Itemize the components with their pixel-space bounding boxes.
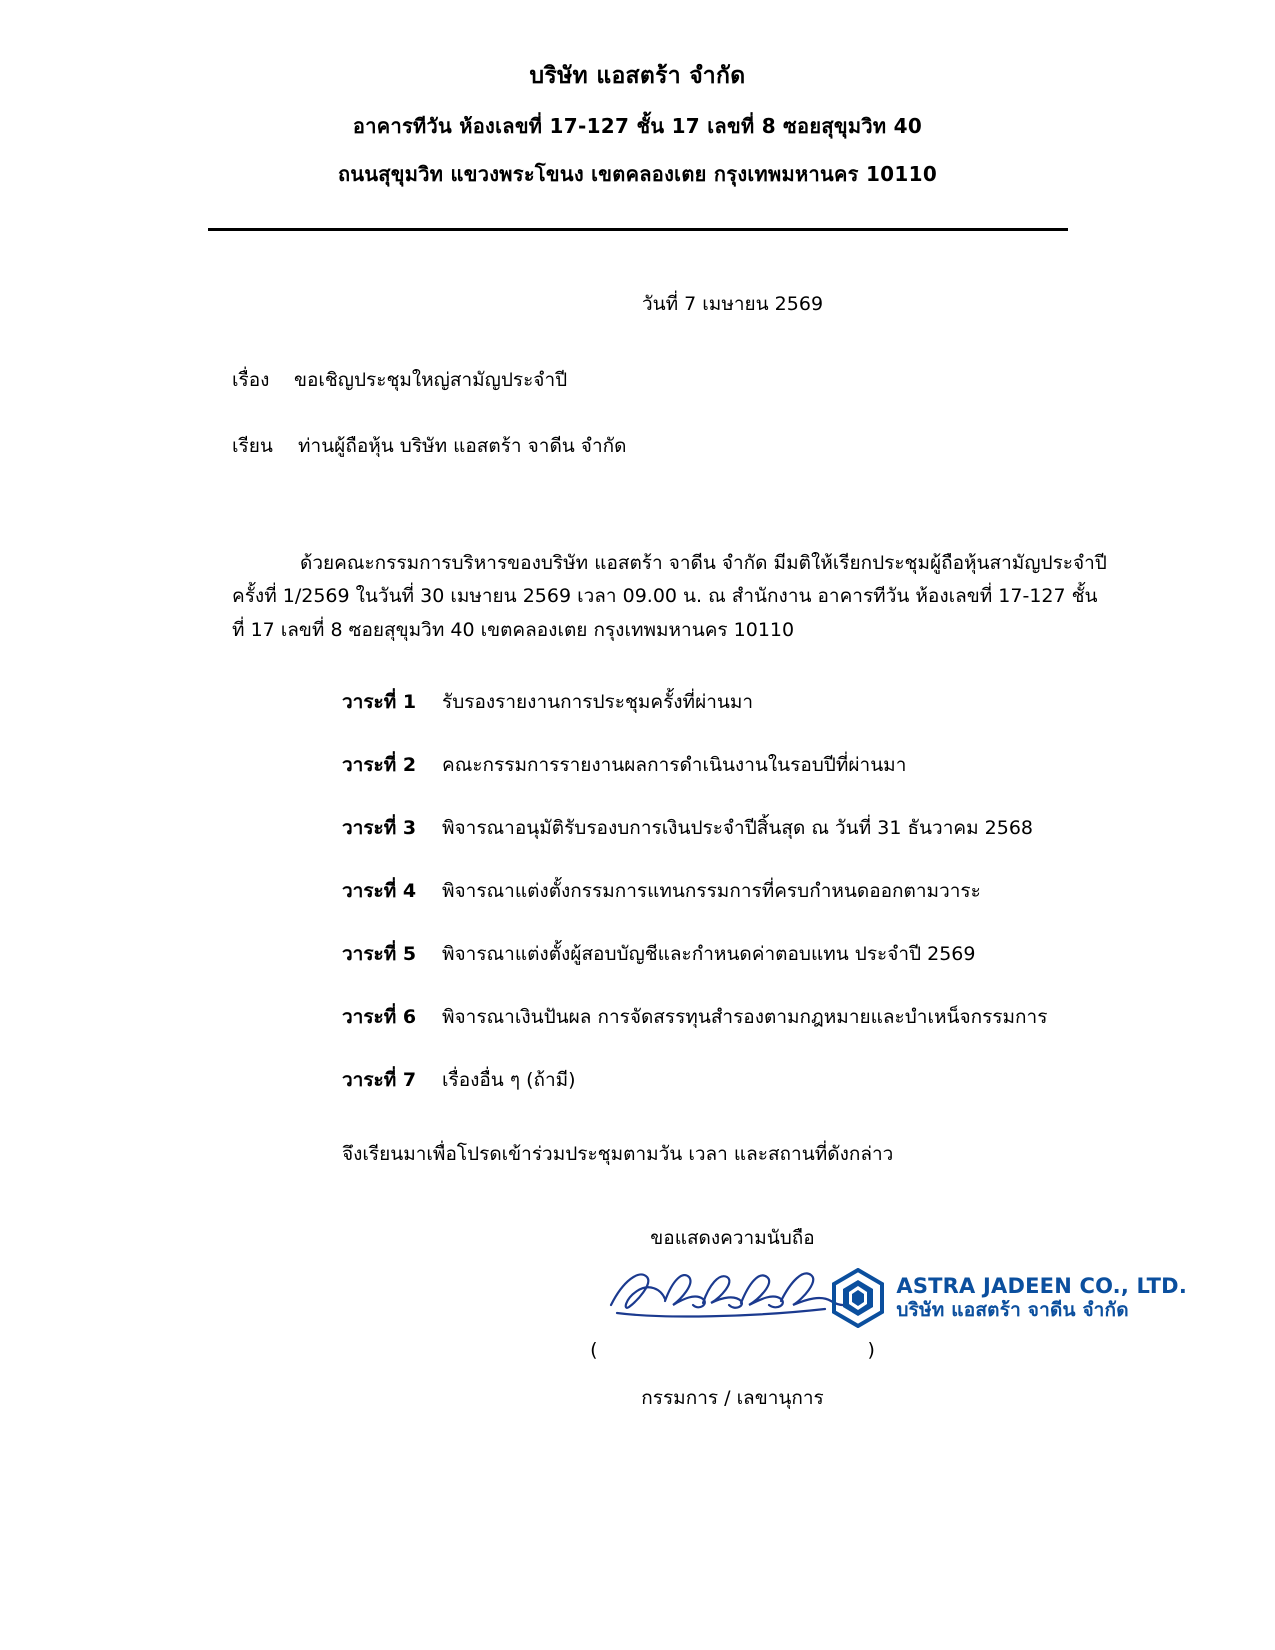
signature-icon [603,1259,863,1329]
signature-name-line [190,1339,1275,1361]
astra-jadeen-logo-icon [830,1268,886,1328]
attention-value: ท่านผู้ถือหุ้น บริษัท แอสตร้า จาดีน จำกัด [298,435,627,457]
intro-paragraph: ด้วยคณะกรรมการบริหารของบริษัท แอสตร้า จาดีน จำกัด มีมติให้เรียกประชุมผู้ถือหุ้นสามัญประจำปี ครั้งที่ 1/2569 ในวันที่ 30 เมษายน 2569 เวลา 09.00 น. ณ สำนักงาน อาคารทีวัน ห้องเลขที่ 17-127 ชั้นที่ 17 เลขที่ 8 ซอยสุขุมวิท 40 เขตคลองเตย กรุงเทพมหานคร 10110 [232,552,1107,641]
agenda-list [232,687,1115,1095]
closing-sentence: จึงเรียนมาเพื่อโปรดเข้าร่วมประชุมตามวัน เวลา และสถานที่ดังกล่าว [342,1142,894,1165]
agenda-number: วาระที่ 1 [342,690,417,713]
list-item [342,813,1115,843]
list-item [342,1065,1115,1095]
subject-row [232,365,1115,395]
agenda-text: พิจารณาเงินปันผล การจัดสรรทุนสำรองตามกฎหมายและบำเหน็จกรรมการ [442,1005,1048,1028]
agenda-number: วาระที่ 6 [342,1005,417,1028]
agenda-number: วาระที่ 2 [342,753,417,776]
agenda-text: พิจารณาแต่งตั้งผู้สอบบัญชีและกำหนดค่าตอบแทน ประจำปี 2569 [442,942,976,965]
agenda-text: เรื่องอื่น ๆ (ถ้ามี) [442,1068,576,1091]
agenda-text: พิจารณาแต่งตั้งกรรมการแทนกรรมการที่ครบกำหนดออกตามวาระ [442,879,981,902]
company-logo [830,1268,1187,1328]
agenda-text: คณะกรรมการรายงานผลการดำเนินงานในรอบปีที่ผ่านมา [442,753,907,776]
header-divider [208,228,1068,231]
logo-thai-name: บริษัท แอสตร้า จาดีน จำกัด [896,1299,1129,1322]
logo-wordmark [896,1274,1187,1322]
company-address-line-2: ถนนสุขุมวิท แขวงพระโขนง เขตคลองเตย กรุงเทพมหานคร 10110 [337,162,938,186]
list-item [342,876,1115,906]
list-item [342,939,1115,969]
list-item [342,687,1115,717]
company-name: บริษัท แอสตร้า จำกัด [529,63,746,89]
agenda-number: วาระที่ 7 [342,1068,417,1091]
logo-english-name: ASTRA JADEEN CO., LTD. [896,1274,1187,1298]
attention-row [232,431,1115,461]
letterhead [0,0,1275,190]
subject-value: ขอเชิญประชุมใหญ่สามัญประจำปี [294,369,568,391]
list-item [342,1002,1115,1032]
document-date: วันที่ 7 เมษายน 2569 [641,293,824,315]
company-address-line-1: อาคารทีวัน ห้องเลขที่ 17-127 ชั้น 17 เลขที่ 8 ซอยสุขุมวิท 40 [352,114,923,138]
subject-label: เรื่อง [232,369,270,391]
agenda-number: วาระที่ 3 [342,816,417,839]
regards-line: ขอแสดงความนับถือ [650,1226,815,1249]
attention-label: เรียน [232,435,273,457]
agenda-number: วาระที่ 4 [342,879,417,902]
paren-open: ( [590,1338,598,1361]
paren-close: ) [867,1338,875,1361]
signer-role: กรรมการ / เลขานุการ [641,1386,824,1409]
agenda-text: รับรองรายงานการประชุมครั้งที่ผ่านมา [442,690,754,713]
letter-body [0,365,1275,1169]
list-item [342,750,1115,780]
agenda-number: วาระที่ 5 [342,942,417,965]
agenda-text: พิจารณาอนุมัติรับรองบการเงินประจำปีสิ้นสุด ณ วันที่ 31 ธันวาคม 2568 [442,816,1033,839]
